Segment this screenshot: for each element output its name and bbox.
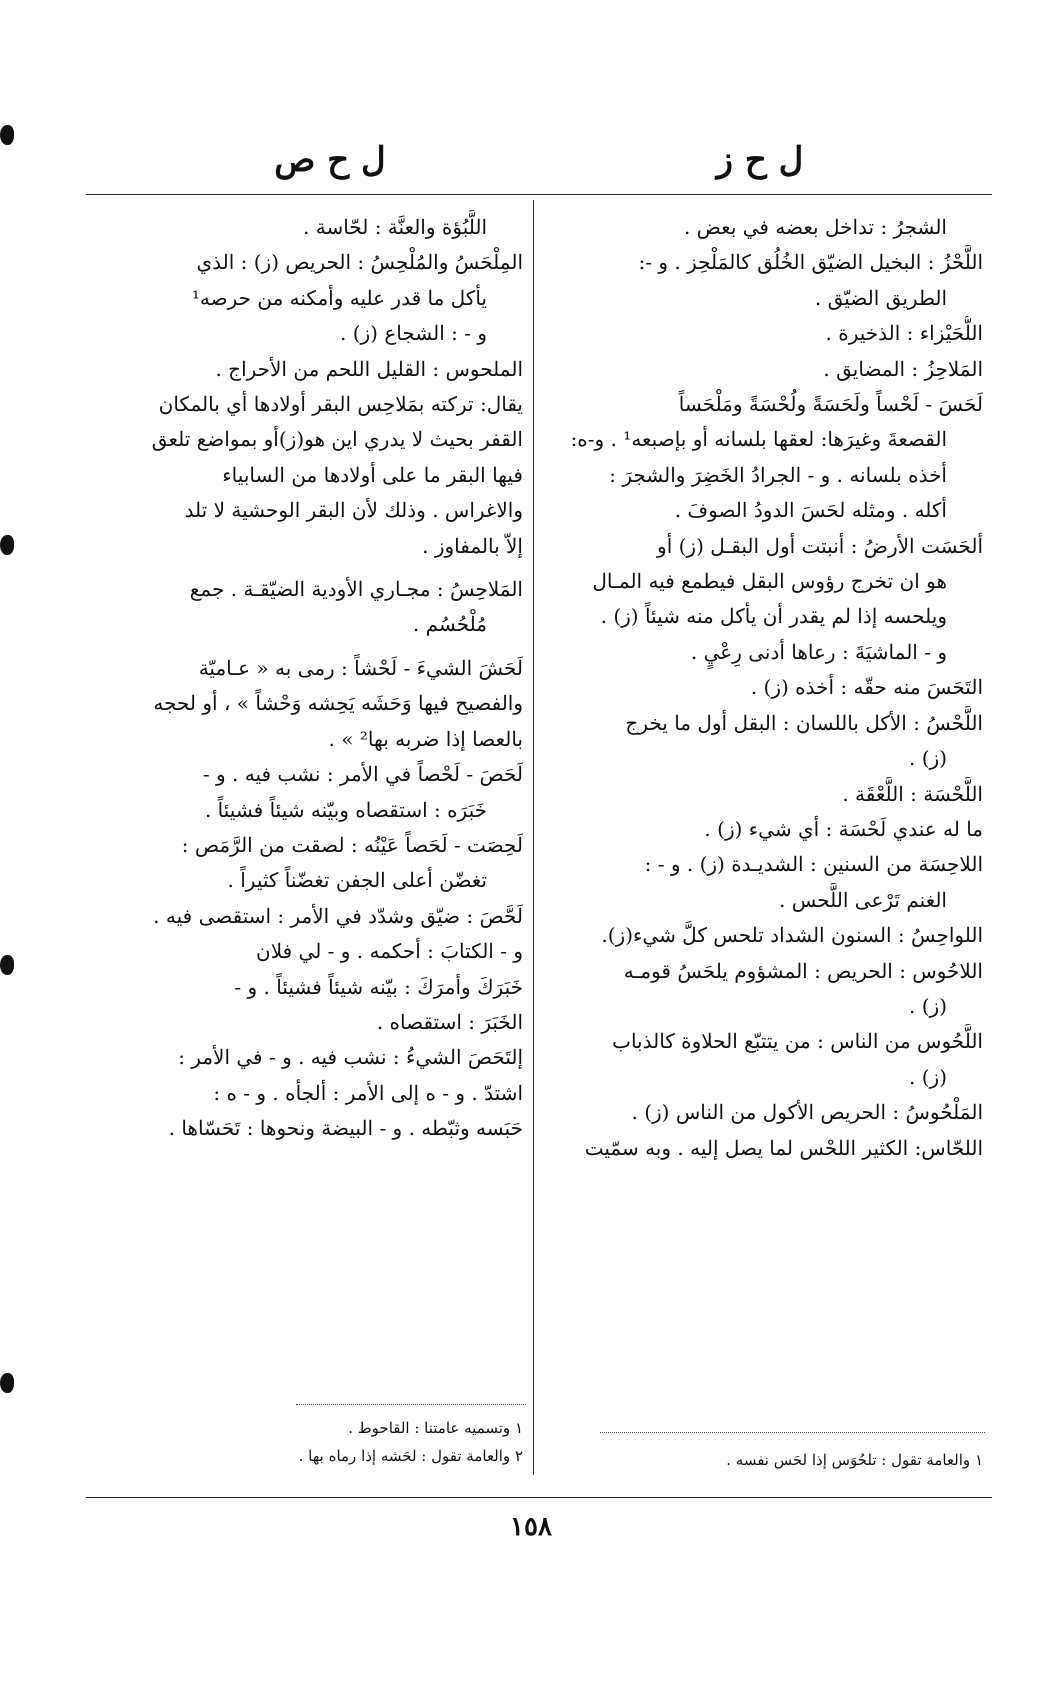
running-head-right: ل ح ز xyxy=(716,140,804,180)
entry-line: اللَّحُوس من الناس : من يتتبّع الحلاوة كالذباب xyxy=(612,1029,983,1054)
entry-line: لَحَشَ الشيءَ - لَحْشاً : رمى به « عـاميّة xyxy=(198,655,523,680)
entry-line: و - الكتابَ : أحكمه . و - لي فلان xyxy=(256,939,523,964)
entry-line: اللَّحْسَة : اللَّعْقَة . xyxy=(842,781,983,806)
footnotes-left xyxy=(86,1414,523,1470)
entry-line: إلاّ بالمفاوز . xyxy=(422,533,523,558)
entry-line: المَلاحِسُ : مجـاري الأودية الضيّقـة . جمع xyxy=(189,577,523,602)
entry-line: (ز) . xyxy=(909,1064,947,1089)
footnote: ١ وتسميه عامتنا : القاحوط . xyxy=(348,1419,523,1437)
entry-line: الشجرُ : تداخل بعضه في بعض . xyxy=(683,215,947,239)
column-divider xyxy=(533,200,534,1475)
entry-line: لَحَسَ - لَحْساً ولَحَسَةً ولُحْسَةً ومَلْحَساً xyxy=(678,392,983,417)
entry-line: اللحّاس: الكثير اللحْس لما يصل إليه . وبه سمّيت xyxy=(584,1135,983,1160)
entry-line: يقال: تركته بمَلاحِس البقر أولادها أي بالمكان xyxy=(158,392,523,417)
footnote: ١ والعامة تقول : تلحُوَس إذا لحَس نفسه . xyxy=(726,1451,983,1469)
entry-line: و - الماشيَةَ : رعاها أدنى رِعْيٍ . xyxy=(690,639,947,664)
entry-line: إلتَحَصَ الشيءُ : نشب فيه . و - في الأمر : xyxy=(178,1045,523,1070)
entry-line: أخذه بلسانه . و - الجرادُ الخَضِرَ والشجرَ : xyxy=(609,462,947,487)
right-column xyxy=(553,210,983,1166)
entry-line: حَبَسه وثبّطه . و - البيضة ونحوها : تَحَسّاها . xyxy=(168,1116,523,1141)
header-rule xyxy=(86,194,992,195)
margin-ink-blot xyxy=(0,955,14,975)
footer-rule xyxy=(86,1497,992,1498)
entry-line: اللاحِسَة من السنين : الشديـدة (ز) . و - : xyxy=(644,852,983,877)
entry-line: المِلْحَسُ والمُلْحِسُ : الحريص (ز) : الذي xyxy=(196,250,523,275)
entry-line: والاغراس . وذلك لأن البقر الوحشية لا تلد xyxy=(184,498,523,523)
entry-line: أكله . ومثله لحَسَ الدودُ الصوفَ . xyxy=(674,498,947,523)
entry-line: اللَّحْسُ : الأكل باللسان : البقل أول ما يخرج xyxy=(625,710,983,735)
entry-line: بالعصا إذا ضربه بها² » . xyxy=(328,726,523,751)
entry-line: المَلاحِزُ : المضايق . xyxy=(823,356,983,381)
footnote-rule-right xyxy=(600,1432,985,1433)
entry-line: يأكل ما قدر عليه وأمكنه من حرصه¹ xyxy=(191,285,487,310)
entry-line: خَبَرَكَ وأمرَكَ : بيّنه شيئاً فشيئاً . و - xyxy=(234,974,523,999)
entry-line: الغنم تَرْعى اللَّحس . xyxy=(779,887,947,912)
footnotes-right xyxy=(553,1446,983,1474)
page-number: ١٥٨ xyxy=(510,1512,552,1542)
entry-line: اشتدّ . و - ه إلى الأمر : ألجأه . و - ه : xyxy=(213,1080,523,1105)
entry-line: الملحوس : القليل اللحم من الأحراج . xyxy=(215,356,523,381)
entry-line: اللَّبُؤة والعنَّة : لحّاسة . xyxy=(303,215,487,239)
running-head-left: ل ح ص xyxy=(274,140,386,180)
entry-line: اللُّحَيْزاء : الذخيرة . xyxy=(825,321,983,346)
entry-line: مُلْحُسُم . xyxy=(412,612,487,637)
entry-line: فيها البقر ما على أولادها من السابياء xyxy=(222,462,523,487)
margin-ink-blot xyxy=(0,125,14,145)
entry-line: خَبَرَه : استقصاه وبيّنه شيئاً فشيئاً . xyxy=(204,797,487,822)
entry-line: ما له عندي لَحْسَة : أي شيء (ز) . xyxy=(704,816,983,841)
margin-ink-blot xyxy=(0,1373,14,1393)
entry-line: ويلحسه إذا لم يقدر أن يأكل منه شيئاً (ز) . xyxy=(600,604,947,629)
entry-line: تغضّن أعلى الجفن تغضّناً كثيراً . xyxy=(227,868,487,893)
entry-line: اللاحُوس : الحريص : المشؤوم يلحَسُ قومـه xyxy=(623,958,983,983)
entry-line: المَلْحُوسُ : الحريص الأكول من الناس (ز) . xyxy=(631,1100,983,1125)
entry-line: اللواحِسُ : السنون الشداد تلحس كلَّ شيء(ز). xyxy=(601,923,983,948)
entry-line: لَحَصَ - لَحْصاً في الأمر : نشب فيه . و - xyxy=(202,762,523,787)
entry-line: (ز) . xyxy=(909,993,947,1018)
footnote-rule-left xyxy=(296,1404,526,1405)
entry-line: والفصيح فيها وَحَشَه يَحِشه وَحْشاً » ، أو لحجه xyxy=(153,691,523,716)
entry-line: التَحَسَ منه حقّه : أخذه (ز) . xyxy=(750,675,983,700)
entry-line: لَحَّصَ : ضيّق وشدّد في الأمر : استقصى فيه . xyxy=(153,903,523,928)
entry-line: الخَبَرَ : استقصاه . xyxy=(376,1009,523,1034)
entry-line: (ز) . xyxy=(909,746,947,771)
footnote: ٢ والعامة تقول : لحَشه إذا رماه بها . xyxy=(298,1447,523,1465)
entry-line: هو ان تخرج رؤوس البقل فيطمع فيه المـال xyxy=(592,569,947,594)
entry-line: القفر بحيث لا يدري اين هو(ز)أو بمواضع تلعق xyxy=(151,427,523,452)
entry-line: القصعةَ وغيرَها: لعقها بلسانه أو بإصبعه¹ . و-ه: xyxy=(570,427,947,452)
left-column xyxy=(86,210,523,1147)
margin-ink-blot xyxy=(0,535,14,555)
entry-line: لَحِصَت - لَحَصاً عَيْنُه : لصقت من الرَّمَص : xyxy=(181,832,523,857)
entry-line: الطريق الضيّق . xyxy=(814,285,947,310)
entry-line: اللَّحْزُ : البخيل الضيّق الخُلُق كالمَلْحِز . و -: xyxy=(638,250,983,275)
entry-line: ألحَسَت الأرضُ : أنبتت أول البقـل (ز) أو xyxy=(657,533,983,558)
entry-line: و - : الشجاع (ز) . xyxy=(340,321,487,346)
